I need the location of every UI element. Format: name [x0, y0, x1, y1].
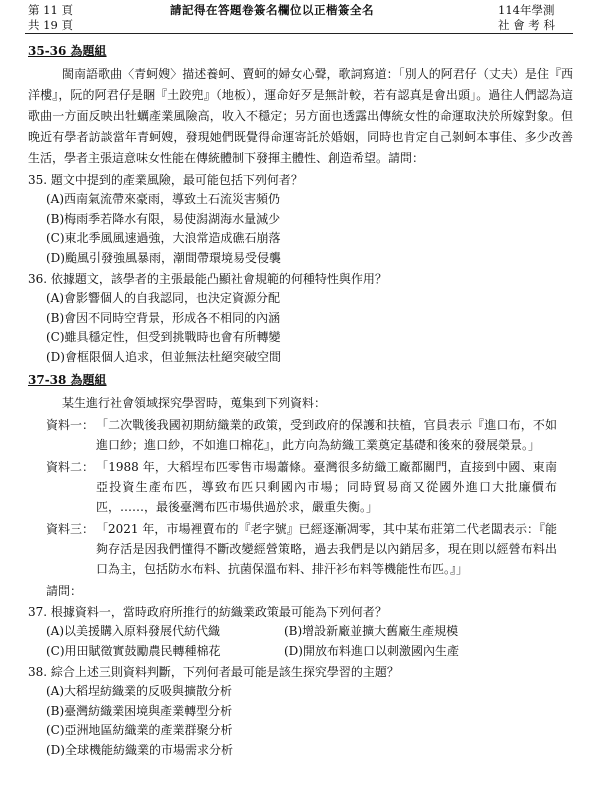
material-2: [46, 457, 573, 517]
option-c: (C)雖具穩定性，但受到挑戰時也會有所轉變: [46, 330, 281, 344]
question-37: [28, 603, 573, 661]
option-d: (D)全球機能紡織業的市場需求分析: [46, 742, 233, 757]
material-text: 「二次戰後我國初期紡織業的政策，受到政府的保護和扶植，官員表示『進口布，不如進口紗；進口紗，不如進口棉花』，此方向為紡織工業奠定基礎和後來的發展榮景。」: [96, 418, 557, 452]
option-d: (D)颱風引發強風暴雨，潮間帶環境易受侵襲: [46, 250, 281, 265]
materials-intro: 某生進行社會領域探究學習時，蒐集到下列資料：: [62, 396, 327, 410]
page-info: [28, 3, 73, 33]
material-text: 「1988 年，大稻埕布匹零售市場蕭條。臺灣很多紡織工廠都關門，直接到中國、東南亞投資生產布匹，導致布匹只剩國內市場；同時貿易商又從國外進口大批廉價布匹，……，最後臺灣布匹市場供過於求，嚴重失衡。」: [96, 460, 557, 514]
question-36: [28, 270, 573, 367]
page-number: 第 11 頁: [28, 3, 73, 17]
material-3: [46, 519, 573, 579]
group-title-37-38: 37-38 為題組: [28, 373, 107, 387]
exam-subject: 社 會 考 科: [498, 18, 555, 32]
total-pages: 共 19 頁: [28, 18, 73, 32]
passage-35-36: 閩南語歌曲〈青蚵嫂〉描述養蚵、賣蚵的婦女心聲，歌詞寫道：「別人的阿君仔（丈夫）是住『西洋樓』，阮的阿君仔是睏『土跤兜』（地板），運命好歹是無計較，若有認真是會出頭」。過往人們認為這歌曲一方面反映出牡蠣產業風險高，收入不穩定；另方面也透露出傳統女性的命運取決於所嫁對象。但晚近有學者訪談當年青蚵嫂，發現她們既覺得命運寄託於婚姻，同時也肯定自己剝蚵本事佳、多少改善生活，學者主張這意味女性能在傳統體制下發揮主體性、創造希望。請問：: [28, 67, 573, 165]
option-c: (C)亞洲地區紡織業的產業群聚分析: [46, 723, 233, 737]
option-b: (B)增設新廠並擴大舊廠生產規模: [284, 624, 459, 638]
materials-prompt: 請問：: [46, 584, 83, 598]
option-a: (A)以美援購入原料發展代紡代織: [46, 624, 221, 638]
question-stem: 36. 依據題文，該學者的主張最能凸顯社會規範的何種特性與作用？: [28, 272, 387, 286]
option-b: (B)梅雨季若降水有限，易使潟湖海水量減少: [46, 211, 281, 226]
option-a: (A)大稻埕紡織業的反吸與擴散分析: [46, 684, 233, 698]
option-c: (C)東北季風風速過強，大浪常造成礁石崩落: [46, 231, 281, 245]
question-38: [28, 663, 573, 760]
exam-info: [498, 3, 555, 33]
question-stem: 35. 題文中提到的產業風險，最可能包括下列何者？: [28, 173, 303, 187]
question-stem: 38. 綜合上述三則資料判斷，下列何者最可能是該生探究學習的主題？: [28, 665, 399, 679]
exam-year: 114年學測: [498, 3, 555, 17]
material-1: [46, 415, 573, 455]
option-d: (D)會框限個人追求，但並無法杜絕突破空間: [46, 349, 281, 364]
option-b: (B)臺灣紡織業困境與產業轉型分析: [46, 703, 233, 718]
signature-notice: 請記得在答題卷簽名欄位以正楷簽全名: [170, 3, 374, 17]
option-d: (D)開放布料進口以刺激國內生產: [284, 643, 459, 658]
material-label: 資料三：: [46, 522, 95, 536]
options-grid: [46, 622, 573, 661]
material-text: 「2021 年，市場裡賣布的『老字號』已經逐漸凋零，其中某布莊第二代老闆表示：『能夠存活是因我們懂得不斷改變經營策略，過去我們是以內銷居多，現在則以經營布料出口為主，包括防水布料、抗菌保溫布料、排汗衫布料等機能性布匹。』」: [96, 522, 557, 576]
option-b: (B)會因不同時空背景，形成各不相同的內涵: [46, 310, 281, 325]
option-c: (C)用田賦徵實鼓勵農民轉種棉花: [46, 643, 221, 658]
option-a: (A)西南氣流帶來豪雨，導致土石流災害頻仍: [46, 192, 281, 206]
question-stem: 37. 根據資料一，當時政府所推行的紡織業政策最可能為下列何者？: [28, 605, 387, 619]
question-35: [28, 171, 573, 268]
option-a: (A)會影響個人的自我認同，也決定資源分配: [46, 291, 281, 305]
group-title-35-36: 35-36 為題組: [28, 44, 107, 58]
material-label: 資料二：: [46, 460, 95, 474]
material-label: 資料一：: [46, 418, 95, 432]
header-divider: [25, 33, 573, 34]
exam-content: [28, 42, 573, 760]
